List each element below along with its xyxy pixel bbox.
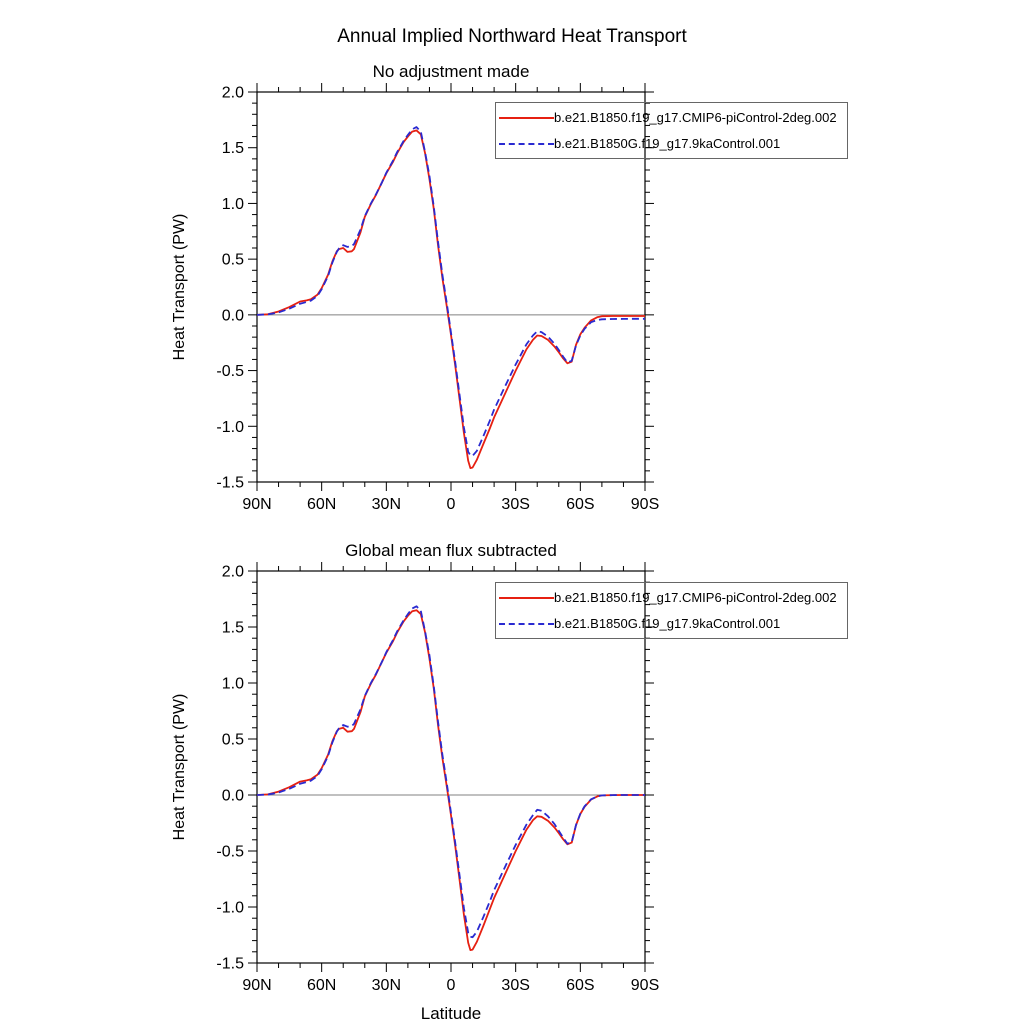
legend-label: b.e21.B1850.f19_g17.CMIP6-piControl-2deg.002 [554, 110, 837, 125]
x-tick-label: 60S [566, 977, 595, 994]
y-tick-label: -1.5 [216, 474, 244, 492]
y-tick-label: 2.0 [221, 84, 244, 102]
y-tick-label: 2.0 [221, 563, 244, 581]
x-tick-label: 0 [446, 496, 456, 513]
x-tick-label: 60S [566, 496, 595, 513]
legend-label: b.e21.B1850.f19_g17.CMIP6-piControl-2deg.002 [554, 590, 837, 605]
legend-entry [499, 131, 847, 157]
legend-entry [499, 585, 847, 611]
page-title: Annual Implied Northward Heat Transport [337, 26, 687, 47]
x-tick-label: 30N [371, 496, 402, 513]
plot1-title: No adjustment made [372, 62, 530, 81]
x-tick-label: 0 [446, 977, 456, 994]
y-tick-label: 0.5 [221, 251, 244, 269]
legend-entry [499, 611, 847, 637]
legend-line-solid-red [499, 117, 554, 119]
series-curve-solid [257, 610, 645, 950]
legend-line-dashed-blue [499, 623, 554, 625]
y-tick-label: 0.5 [221, 731, 244, 749]
plot1-legend [495, 102, 848, 159]
legend-label: b.e21.B1850G.f19_g17.9kaControl.001 [554, 136, 781, 151]
x-tick-label: 90S [630, 977, 660, 994]
legend-label: b.e21.B1850G.f19_g17.9kaControl.001 [554, 616, 781, 631]
legend-line-solid-red [499, 597, 554, 599]
series-curve-dashed [257, 127, 645, 456]
y-tick-label: -1.0 [216, 418, 244, 436]
x-tick-label: 90N [242, 496, 272, 513]
y-tick-label: 1.0 [221, 675, 244, 693]
y-tick-label: 0.0 [221, 787, 244, 805]
y-tick-label: 1.5 [221, 619, 244, 637]
x-tick-label: 30N [371, 977, 402, 994]
y-tick-label: -1.5 [216, 955, 244, 973]
series-curve-solid [257, 130, 645, 468]
x-tick-label: 30S [501, 977, 530, 994]
y-tick-label: -0.5 [216, 363, 244, 381]
y-tick-label: -1.0 [216, 899, 244, 917]
y-tick-label: 1.0 [221, 195, 244, 213]
legend-entry [499, 105, 847, 131]
x-tick-label: 60N [306, 977, 337, 994]
x-tick-label: 90S [630, 496, 660, 513]
x-tick-label: 90N [242, 977, 272, 994]
plot2-legend [495, 582, 848, 639]
y-tick-label: -0.5 [216, 843, 244, 861]
y-tick-label: 1.5 [221, 140, 244, 158]
plot2-title: Global mean flux subtracted [345, 541, 557, 560]
legend-line-dashed-blue [499, 143, 554, 145]
x-axis-label: Latitude [420, 1004, 482, 1023]
plot1-y-axis-label: Heat Transport (PW) [171, 213, 188, 361]
series-curve-dashed [257, 606, 645, 937]
x-tick-label: 30S [501, 496, 530, 513]
plot2-y-axis-label: Heat Transport (PW) [171, 693, 188, 841]
y-tick-label: 0.0 [221, 307, 244, 325]
x-tick-label: 60N [306, 496, 337, 513]
